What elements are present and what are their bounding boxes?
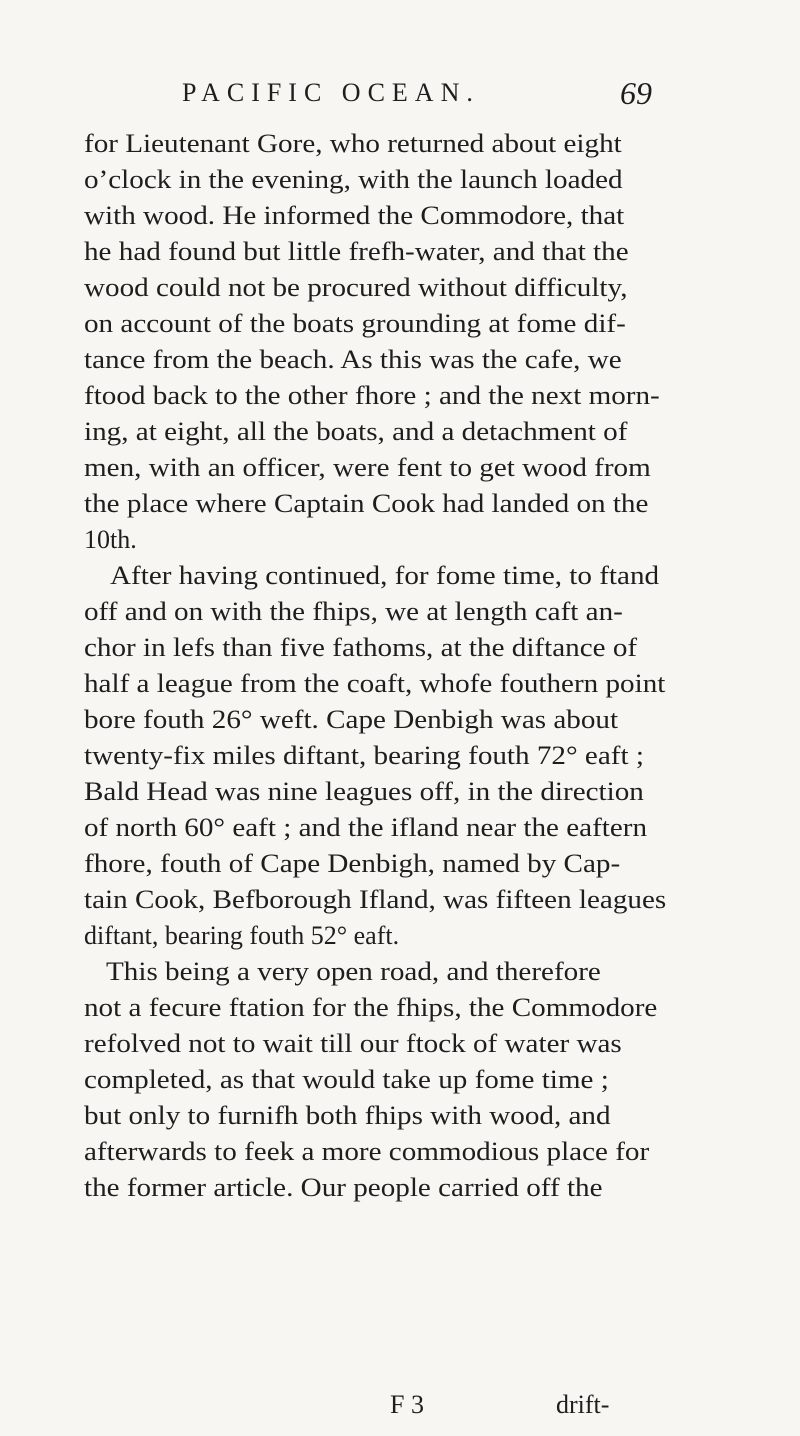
text-line: half a league from the coaft, whofe fouthern point [84,669,666,698]
text-line: This being a very open road, and therefore [106,957,601,986]
text-line: After having continued, for fome time, to ftand [110,561,660,590]
signature-mark: F 3 [390,1390,424,1419]
text-line: the place where Captain Cook had landed on the [84,489,649,518]
text-line: afterwards to feek a more commodious place for [84,1137,650,1166]
running-title: PACIFIC OCEAN. [182,78,480,107]
text-line: on account of the boats grounding at fome dif- [84,309,626,338]
text-line: of north 60° eaft ; and the ifland near the eaftern [84,813,648,842]
text-line: but only to furnifh both fhips with wood, and [84,1101,611,1130]
text-line: tance from the beach. As this was the cafe, we [84,345,622,374]
text-line: 10th. [84,525,137,554]
text-line: men, with an officer, were fent to get wood from [84,453,651,482]
text-line: fhore, fouth of Cape Denbigh, named by Cap- [84,849,621,878]
text-line: twenty-fix miles diftant, bearing fouth 72° eaft ; [84,741,644,770]
text-line: off and on with the fhips, we at length caft an- [84,597,623,626]
text-line: tain Cook, Befborough Ifland, was fifteen leagues [84,885,667,914]
text-line: diftant, bearing fouth 52° eaft. [84,921,400,950]
text-line: completed, as that would take up fome time ; [84,1065,609,1094]
page-footer [0,1388,800,1428]
text-line: with wood. He informed the Commodore, that [84,201,625,230]
running-head [0,76,800,116]
text-line: chor in lefs than five fathoms, at the diftance of [84,633,638,662]
text-line: not a fecure ftation for the fhips, the Commodore [84,993,658,1022]
page-number: 69 [620,75,652,111]
text-line: the former article. Our people carried off the [84,1173,603,1202]
catchword: drift- [556,1390,610,1419]
text-line: ftood back to the other fhore ; and the next morn- [84,381,660,410]
text-line: ing, at eight, all the boats, and a detachment of [84,417,628,446]
text-line: o’clock in the evening, with the launch loaded [84,165,623,194]
text-line: wood could not be procured without difficulty, [84,273,628,302]
text-line: for Lieutenant Gore, who returned about eight [84,129,622,158]
text-line: bore fouth 26° weft. Cape Denbigh was about [84,705,619,734]
text-line: he had found but little frefh-water, and that the [84,237,629,266]
text-line: Bald Head was nine leagues off, in the direction [84,777,644,806]
text-line: refolved not to wait till our ftock of water was [84,1029,622,1058]
